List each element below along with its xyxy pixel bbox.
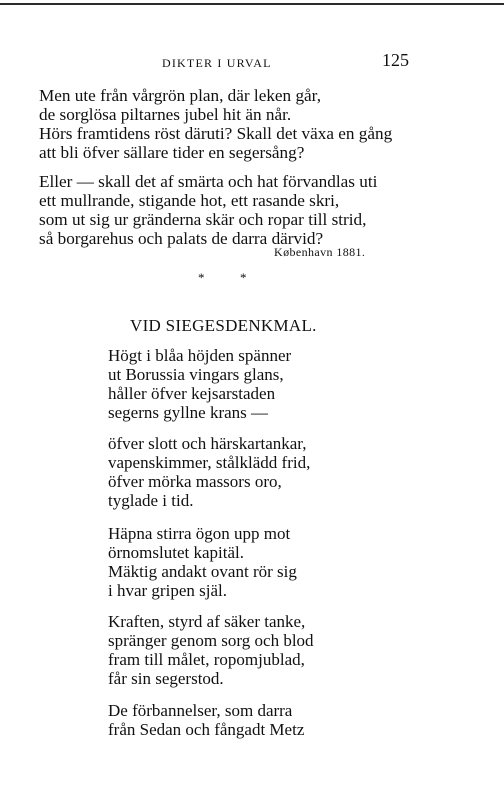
- asterisk-mark: *: [240, 270, 247, 285]
- poem-stanza: [108, 701, 304, 739]
- verse-line: får sin segerstod.: [108, 669, 224, 688]
- verse-line: håller öfver kejsarstaden: [108, 384, 276, 403]
- verse-line: Mäktig andakt ovant rör sig: [108, 562, 297, 581]
- poem-stanza: [108, 612, 314, 688]
- verse-line: öfver slott och härskartankar,: [108, 434, 307, 453]
- poem-title: VID SIEGESDENKMAL.: [130, 316, 317, 335]
- poem-stanza: [108, 434, 310, 510]
- poem-stanza: [108, 346, 291, 422]
- place-date-signoff: København 1881.: [274, 245, 366, 259]
- verse-line: att bli öfver sällare tider en segersång?: [39, 143, 305, 162]
- verse-line: tyglade i tid.: [108, 491, 194, 510]
- verse-line: Eller — skall det af smärta och hat förvandlas uti: [39, 172, 378, 191]
- verse-line: vapenskimmer, stålklädd frid,: [108, 453, 311, 472]
- verse-line: De förbannelser, som darra: [108, 701, 293, 720]
- running-head: DIKTER I URVAL: [162, 56, 272, 70]
- poem-stanza: [108, 524, 297, 600]
- verse-line: Högt i blåa höjden spänner: [108, 346, 292, 365]
- verse-line: från Sedan och fångadt Metz: [108, 720, 305, 739]
- verse-line: spränger genom sorg och blod: [108, 631, 314, 650]
- verse-line: i hvar gripen själ.: [108, 581, 227, 600]
- page-number: 125: [382, 50, 409, 70]
- verse-line: ut Borussia vingars glans,: [108, 365, 284, 384]
- verse-line: Hörs framtidens röst däruti? Skall det växa en gång: [39, 124, 393, 143]
- verse-line: öfver mörka massors oro,: [108, 472, 282, 491]
- top-rule: [0, 3, 504, 5]
- verse-line: segerns gyllne krans —: [108, 403, 269, 422]
- verse-line: Kraften, styrd af säker tanke,: [108, 612, 306, 631]
- verse-line: så borgarehus och palats de darra därvid?: [39, 229, 324, 248]
- verse-line: ett mullrande, stigande hot, ett rasande skri,: [39, 191, 340, 210]
- verse-line: fram till målet, ropomjublad,: [108, 650, 305, 669]
- verse-line: örnomslutet kapitäl.: [108, 543, 244, 562]
- verse-line: Häpna stirra ögon upp mot: [108, 524, 291, 543]
- verse-line: Men ute från vårgrön plan, där leken går,: [39, 86, 321, 105]
- verse-line: som ut sig ur gränderna skär och ropar till strid,: [39, 210, 367, 229]
- verse-line: de sorglösa piltarnes jubel hit än når.: [39, 105, 292, 124]
- prose-stanza: [39, 172, 377, 248]
- asterisk-mark: *: [198, 270, 205, 285]
- prose-stanza: [39, 86, 392, 162]
